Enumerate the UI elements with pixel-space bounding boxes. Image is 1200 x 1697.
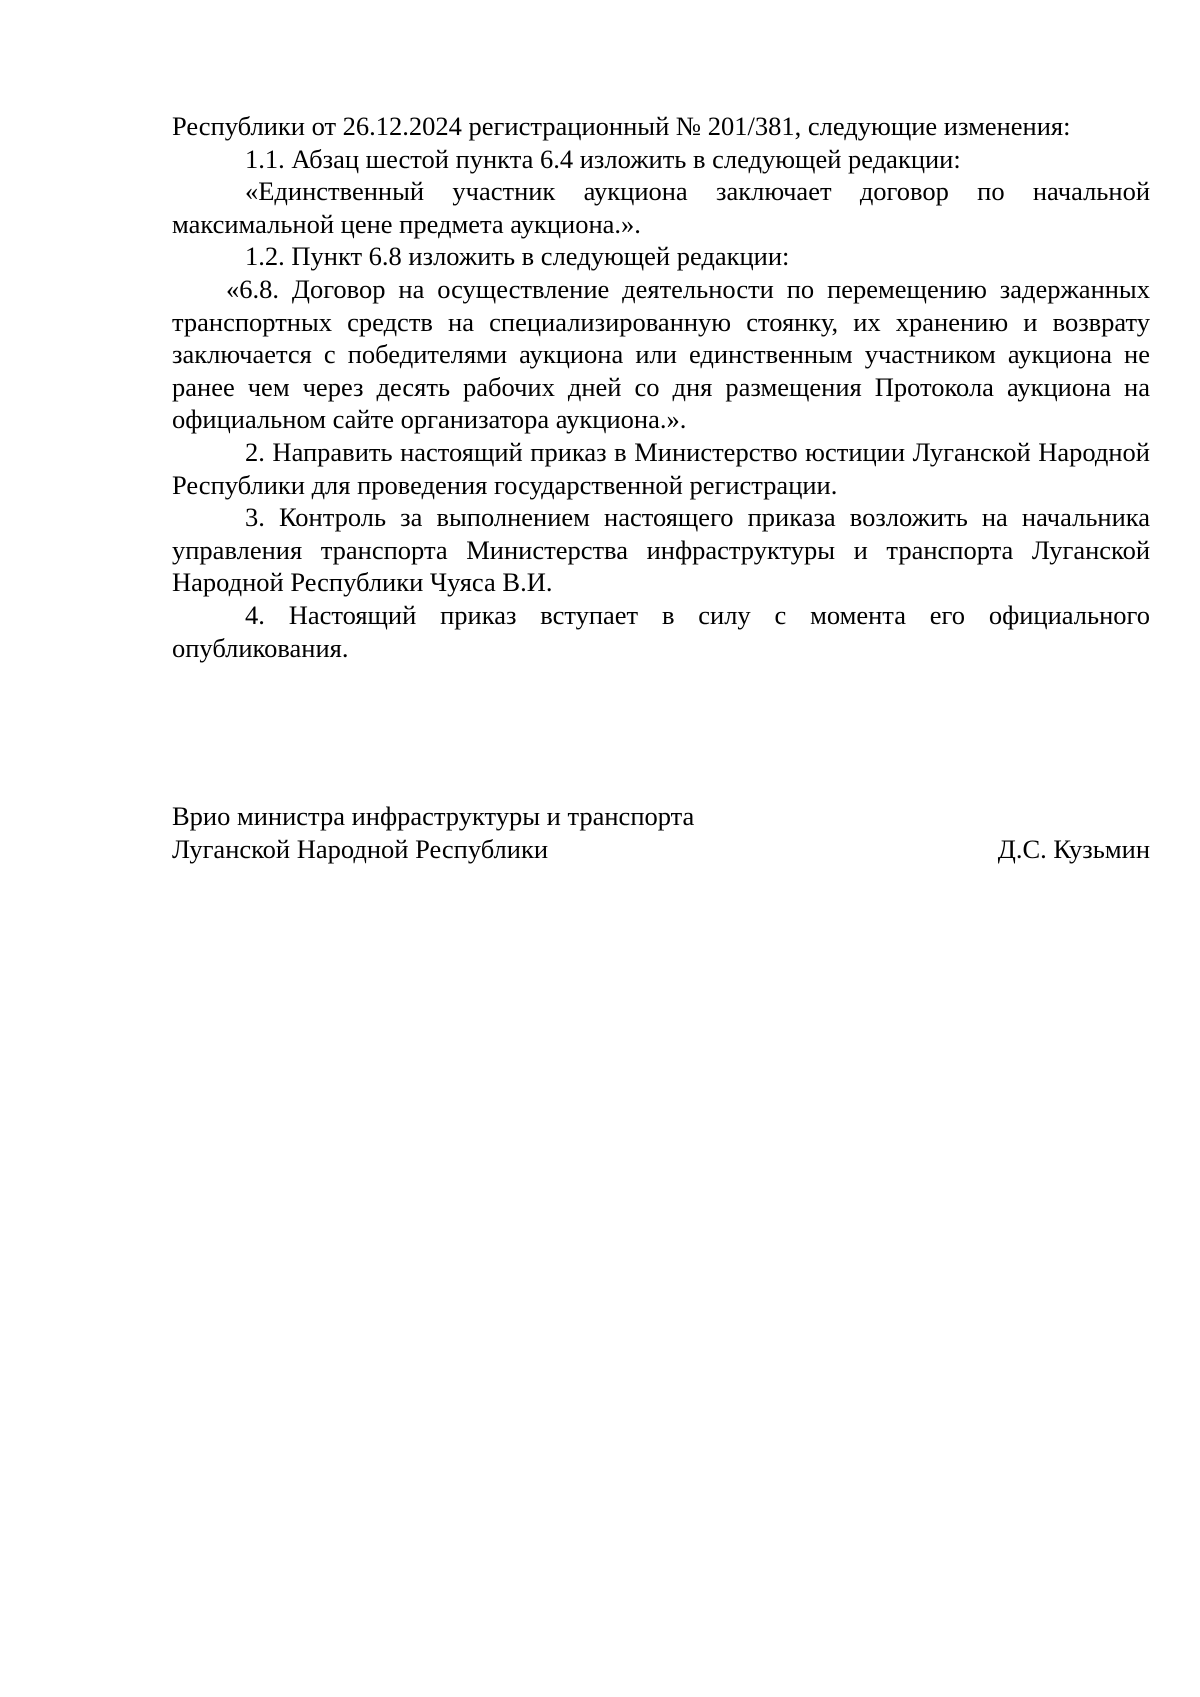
paragraph-4: 4. Настоящий приказ вступает в силу с момента его официального опубликования. [172,599,1150,663]
paragraph-1-1-quote: «Единственный участник аукциона заключает договор по начальной максимальной цене предмета аукциона.». [172,176,1150,239]
signatory-position-line1: Врио министра инфраструктуры и транспорта [172,801,695,831]
document-body [172,110,1150,664]
paragraph-1-2-quote: «6.8. Договор на осуществление деятельности по перемещению задержанных транспортных средств на специализированную стоянку, их хранению и возврату заключается с победителями аукциона или единственным участником аукциона не ранее чем через десять рабочих дней со дня размещения Протокола аукциона на официальном сайте организатора аукциона.». [172,273,1150,435]
signature-block [172,800,1150,865]
signature-row [172,833,1150,866]
paragraph-2: 2. Направить настоящий приказ в Министерство юстиции Луганской Народной Республики для проведения государственной регистрации. [172,436,1150,500]
paragraph-intro: Республики от 26.12.2024 регистрационный № 201/381, следующие изменения: [172,111,1071,141]
paragraph-3: 3. Контроль за выполнением настоящего приказа возложить на начальника управления транспорта Министерства инфраструктуры и транспорта Луганской Народной Республики Чуяса В.И. [172,502,1150,598]
paragraph-1-1: 1.1. Абзац шестой пункта 6.4 изложить в следующей редакции: [245,143,961,174]
signatory-position-line2: Луганской Народной Республики [172,833,549,864]
paragraph-1-2: 1.2. Пункт 6.8 изложить в следующей редакции: [245,241,790,272]
signatory-name: Д.С. Кузьмин [997,833,1150,864]
